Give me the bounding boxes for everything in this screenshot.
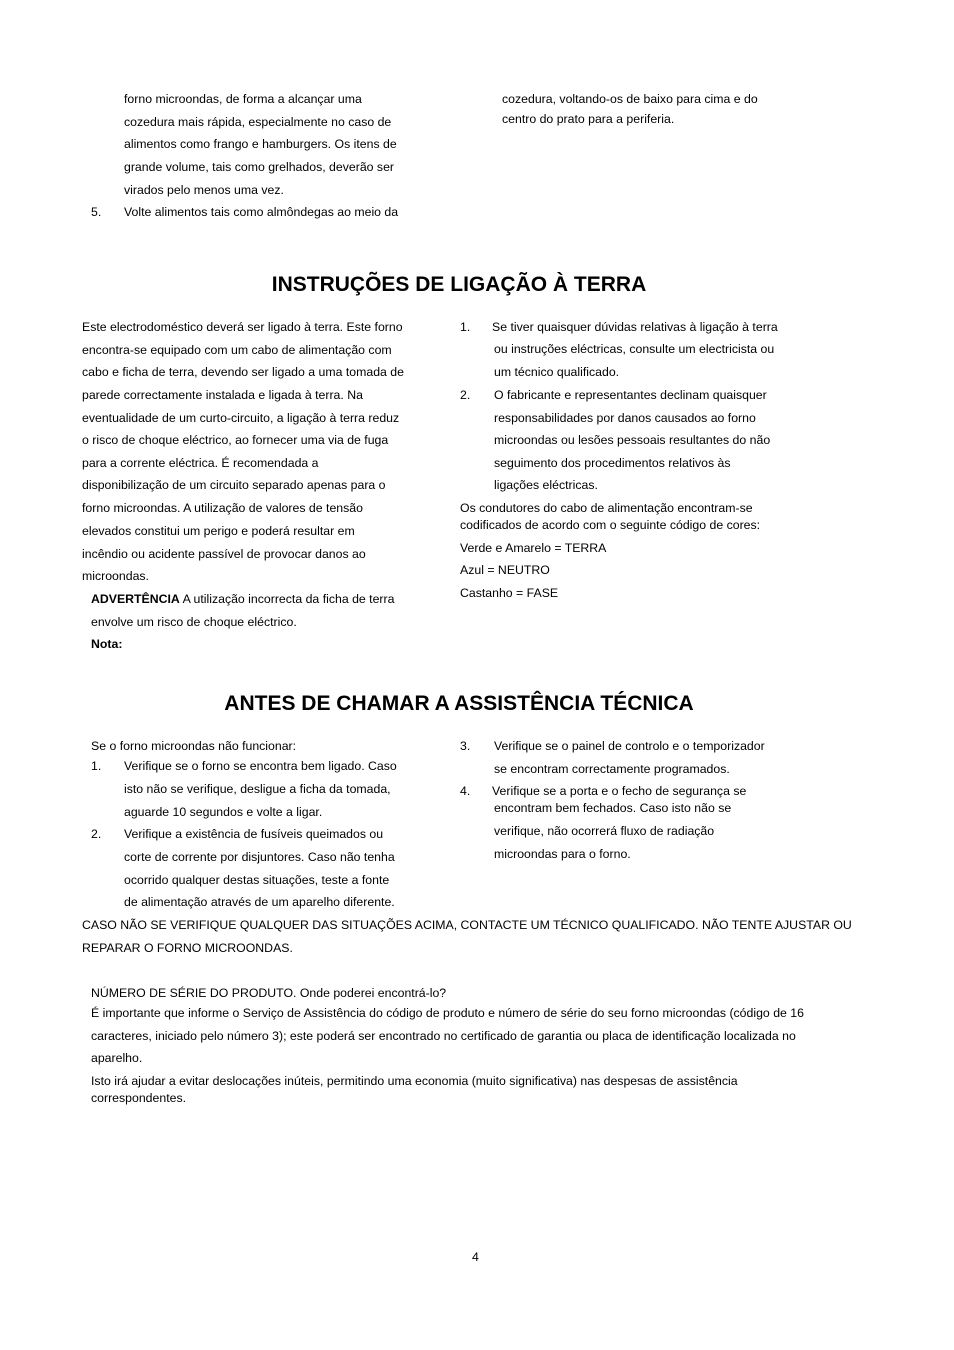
warning-text: envolve um risco de choque eléctrico. — [91, 615, 297, 629]
text-line: encontra-se equipado com um cabo de alimentação com — [82, 343, 392, 357]
text-line: Verifique se a porta e o fecho de segurança se — [492, 784, 747, 798]
text-line: forno microondas, de forma a alcançar uma — [124, 92, 362, 106]
text-line: cozedura, voltando-os de baixo para cima e do — [502, 92, 758, 106]
text-line: cozedura mais rápida, especialmente no caso de — [124, 115, 392, 129]
text-line: isto não se verifique, desligue a ficha da tomada, — [124, 782, 391, 796]
text-line: caracteres, iniciado pelo número 3); este poderá ser encontrado no certificado de garantia ou placa de identificação localizada no — [91, 1029, 796, 1043]
list-number: 1. — [91, 759, 102, 773]
text-line: Verifique se o forno se encontra bem ligado. Caso — [124, 759, 397, 773]
text-line: Volte alimentos tais como almôndegas ao meio da — [124, 205, 399, 219]
warning-text: A utilização incorrecta da ficha de terra — [179, 592, 395, 606]
text-line: incêndio ou acidente passível de provocar danos ao — [82, 547, 366, 561]
warning-line — [91, 591, 394, 607]
text-line: grande volume, tais como grelhados, deverão ser — [124, 160, 394, 174]
text-line: REPARAR O FORNO MICROONDAS. — [82, 941, 293, 955]
service-intro: Se o forno microondas não funcionar: — [91, 739, 297, 753]
text-line: o risco de choque eléctrico, ao fornecer uma via de fuga — [82, 433, 389, 447]
note-label: Nota: — [91, 637, 123, 651]
text-line: seguimento dos procedimentos relativos às — [494, 456, 731, 470]
serial-heading: NÚMERO DE SÉRIE DO PRODUTO. Onde poderei encontrá-lo? — [91, 986, 447, 1000]
text-line: disponibilização de um circuito separado apenas para o — [82, 478, 386, 492]
page-number: 4 — [472, 1250, 479, 1264]
list-number: 2. — [460, 388, 471, 402]
text-line: ou instruções eléctricas, consulte um electricista ou — [494, 342, 775, 356]
text-line: Isto irá ajudar a evitar deslocações inúteis, permitindo uma economia (muito significativa) nas despesas de assistência — [91, 1074, 738, 1088]
text-line: microondas ou lesões pessoais resultantes do não — [494, 433, 771, 447]
text-line: Se tiver quaisquer dúvidas relativas à ligação à terra — [492, 320, 778, 334]
list-number: 1. — [460, 320, 471, 334]
text-line: ligações eléctricas. — [494, 478, 598, 492]
list-number: 4. — [460, 784, 471, 798]
text-line: aguarde 10 segundos e volte a ligar. — [124, 805, 323, 819]
cable-intro: codificados de acordo com o seguinte código de cores: — [460, 518, 761, 532]
text-line: de alimentação através de um aparelho diferente. — [124, 895, 395, 909]
cable-intro: Os condutores do cabo de alimentação encontram-se — [460, 501, 753, 515]
service-section-title: ANTES DE CHAMAR A ASSISTÊNCIA TÉCNICA — [224, 692, 694, 715]
text-line: forno microondas. A utilização de valores de tensão — [82, 501, 363, 515]
text-line: elevados constitui um perigo e poderá resultar em — [82, 524, 355, 538]
list-number: 3. — [460, 739, 471, 753]
text-line: encontram bem fechados. Caso isto não se — [494, 801, 732, 815]
text-line: Este electrodoméstico deverá ser ligado à terra. Este forno — [82, 320, 403, 334]
text-line: Verifique a existência de fusíveis queimados ou — [124, 827, 384, 841]
text-line: responsabilidades por danos causados ao forno — [494, 411, 756, 425]
list-number: 5. — [91, 205, 102, 219]
warning-label: ADVERTÊNCIA — [91, 592, 180, 606]
text-line: microondas. — [82, 569, 149, 583]
text-line: verifique, não ocorrerá fluxo de radiação — [494, 824, 715, 838]
text-line: corte de corrente por disjuntores. Caso não tenha — [124, 850, 395, 864]
text-line: Verifique se o painel de controlo e o temporizador — [494, 739, 765, 753]
text-line: CASO NÃO SE VERIFIQUE QUALQUER DAS SITUAÇÕES ACIMA, CONTACTE UM TÉCNICO QUALIFICADO. NÃO TENTE AJUSTAR OU — [82, 918, 852, 932]
color-code-neutral: Azul = NEUTRO — [460, 563, 550, 577]
text-line: um técnico qualificado. — [494, 365, 620, 379]
text-line: parede correctamente instalada e ligada à terra. Na — [82, 388, 363, 402]
text-line: O fabricante e representantes declinam quaisquer — [494, 388, 767, 402]
list-number: 2. — [91, 827, 102, 841]
text-line: ocorrido qualquer destas situações, teste a fonte — [124, 873, 390, 887]
text-line: aparelho. — [91, 1051, 143, 1065]
text-line: cabo e ficha de terra, devendo ser ligado a uma tomada de — [82, 365, 404, 379]
color-code-phase: Castanho = FASE — [460, 586, 559, 600]
text-line: eventualidade de um curto-circuito, a ligação à terra reduz — [82, 411, 400, 425]
text-line: para a corrente eléctrica. É recomendada a — [82, 456, 319, 470]
text-line: alimentos como frango e hamburgers. Os itens de — [124, 137, 397, 151]
text-line: virados pelo menos uma vez. — [124, 183, 284, 197]
text-line: É importante que informe o Serviço de Assistência do código de produto e número de série do seu forno microondas (código de 16 — [91, 1006, 804, 1020]
text-line: centro do prato para a periferia. — [502, 112, 675, 126]
text-line: microondas para o forno. — [494, 847, 631, 861]
grounding-section-title: INSTRUÇÕES DE LIGAÇÃO À TERRA — [271, 273, 647, 296]
text-line: correspondentes. — [91, 1091, 187, 1105]
color-code-earth: Verde e Amarelo = TERRA — [460, 541, 607, 555]
text-line: se encontram correctamente programados. — [494, 762, 730, 776]
